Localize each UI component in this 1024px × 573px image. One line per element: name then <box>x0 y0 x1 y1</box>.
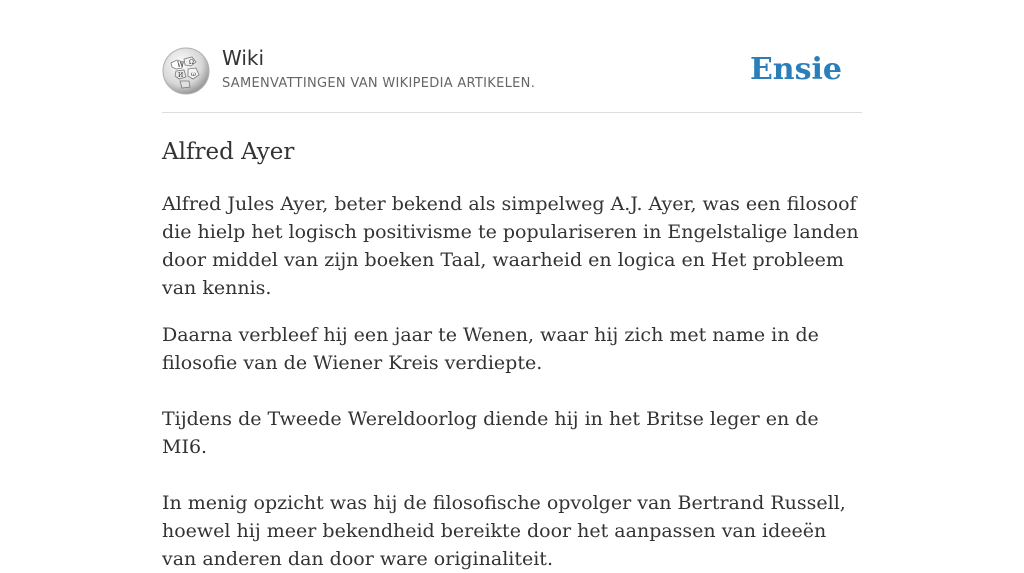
svg-text:W: W <box>177 61 185 69</box>
site-header <box>162 46 862 113</box>
article-title: Alfred Ayer <box>162 139 295 165</box>
article-paragraph: Daarna verbleef hij een jaar te Wenen, waar hij zich met name in de filosofie van de Wiener Kreis verdiepte. <box>162 324 819 374</box>
paragraph-spacer <box>162 377 862 405</box>
svg-text:И: И <box>178 72 184 79</box>
site-name[interactable]: Wiki <box>222 46 265 70</box>
article-intro: Alfred Jules Ayer, beter bekend als simpelweg A.J. Ayer, was een filosoof die hielp het logisch positivisme te populariseren in Engelstalige landen door middel van zijn boeken Taal, waarheid en logica en Het probleem van kennis. <box>162 193 859 299</box>
wikipedia-globe-icon[interactable] <box>162 47 210 95</box>
svg-text:Ω: Ω <box>189 59 194 66</box>
article-paragraph: Tijdens de Tweede Wereldoorlog diende hij in het Britse leger en de MI6. <box>162 408 819 458</box>
page <box>162 0 862 573</box>
paragraph-spacer <box>162 461 862 489</box>
article-paragraph: In menig opzicht was hij de filosofische opvolger van Bertrand Russell, hoewel hij meer bekendheid bereikte door het aanpassen van ideeën van anderen dan door ware originaliteit. <box>162 492 846 570</box>
site-tagline: SAMENVATTINGEN VAN WIKIPEDIA ARTIKELEN. <box>222 76 536 91</box>
ensie-link[interactable]: Ensie <box>749 52 842 87</box>
svg-text:ω: ω <box>191 71 196 78</box>
brand <box>222 46 535 92</box>
article-body <box>162 190 862 573</box>
